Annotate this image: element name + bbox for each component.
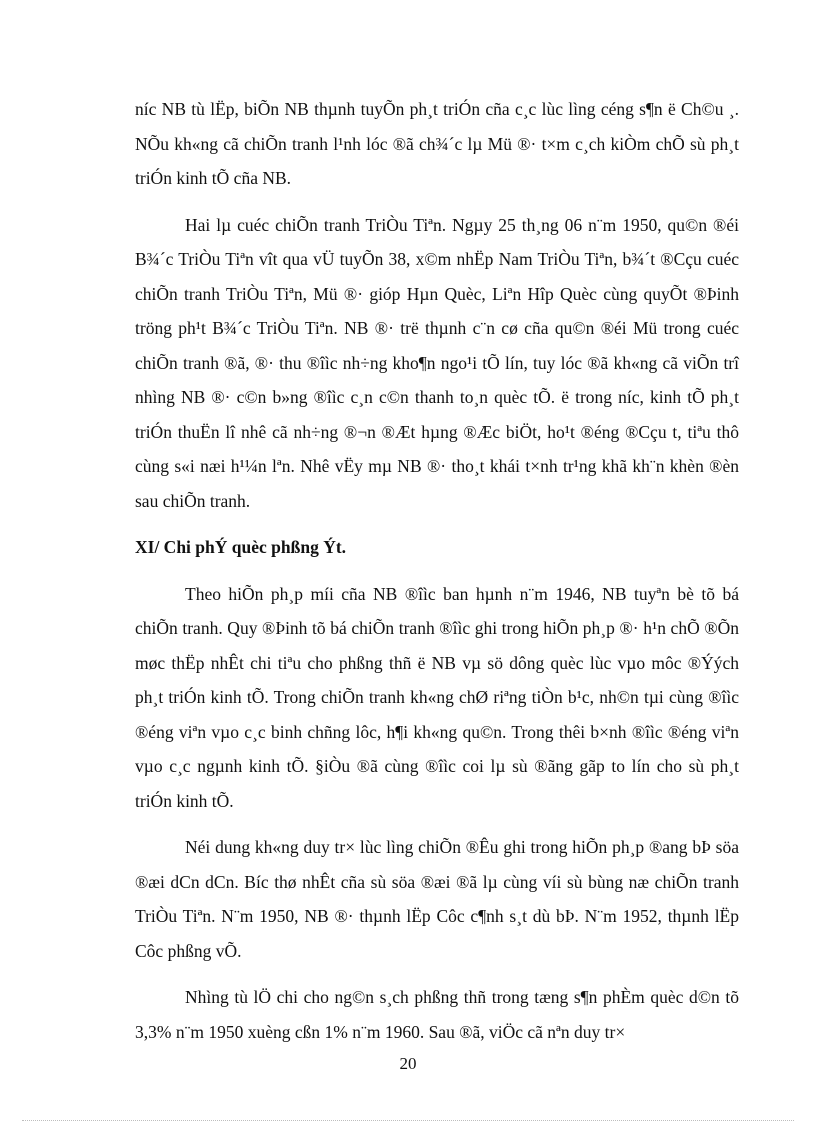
page-bottom-divider xyxy=(22,1120,794,1121)
page-number: 20 xyxy=(399,1054,417,1073)
section-heading: XI/ Chi phÝ quèc phßng Ýt. xyxy=(135,537,347,557)
paragraph-5: Nhìng tù lÖ chi cho ng©n s¸ch phßng thñ trong tæng s¶n phÈm quèc d©n tõ 3,3% n¨m 1950 xuèng cßn 1% n¨m 1960. Sau ®ã, viÖc cã nªn duy tr× xyxy=(135,987,739,1042)
paragraph-4: Néi dung kh«ng duy tr× lùc lìng chiÕn ®Êu ghi trong hiÕn ph¸p ®ang bÞ söa ®æi dCn dCn. Bíc thø nhÊt cña sù söa ®æi ®ã lµ cùng víi sù bùng næ chiÕn tranh TriÒu Tiªn. N¨m 1950, NB ®· thµnh lËp Côc c¶nh s¸t dù bÞ. N¨m 1952, thµnh lËp Côc phßng vÕ. xyxy=(135,837,739,961)
paragraph-3: Theo hiÕn ph¸p míi cña NB ®îìc ban hµnh n¨m 1946, NB tuyªn bè tõ bá chiÕn tranh. Quy ®Þinh tõ bá chiÕn tranh ®îìc ghi trong hiÕn ph¸p ®· h¹n chÕ ®Õn møc thËp nhÊt chi tiªu cho phßng thñ ë NB vµ sö dông quèc lùc vµo môc ®Ýých ph¸t triÓn kinh tÕ. Trong chiÕn tranh kh«ng chØ riªng tiÒn b¹c, nh©n tµi cùng ®îìc ®éng viªn vµo c¸c binh chñng lôc, h¶i kh«ng qu©n. Trong thêi b×nh ®îìc ®éng viªn vµo c¸c ngµnh kinh tÕ. §iÒu ®ã cùng ®îìc coi lµ sù ®ãng gãp to lín cho sù ph¸t triÓn kinh tÕ. xyxy=(135,583,739,811)
paragraph-2: Hai lµ cuéc chiÕn tranh TriÒu Tiªn. Ngµy 25 th¸ng 06 n¨m 1950, qu©n ®éi B¾´c TriÒu Tiªn vît qua vÜ tuyÕn 38, x©m nhËp Nam TriÒu Tiªn, b¾´t ®Cçu cuéc chiÕn tranh TriÒu Tiªn, Mü ®· gióp Hµn Quèc, Liªn Hîp Quèc cùng quyÕt ®Þinh tröng ph¹t B¾´c TriÒu Tiªn. NB ®· trë thµnh c¨n cø cña qu©n ®éi Mü trong cuéc chiÕn tranh ®ã, ®· thu ®îìc nh÷ng kho¶n ngo¹i tÕ lín, tuy lóc ®ã kh«ng cã viÕn trî nhìng NB ®· c©n b»ng ®îìc c¸n c©n thanh to¸n quèc tÕ. ë trong níc, kinh tÕ ph¸t triÓn thuËn lî nhê cã nh÷ng ®¬n ®Æt hµng ®Æc biÖt, ho¹t ®éng ®Cçu t, tiªu thô cùng s«i næi h¹¼n lªn. Nhê vËy mµ NB ®· tho¸t khái t×nh tr¹ng khã kh¨n khèn ®èn sau chiÕn tranh. xyxy=(135,214,739,511)
paragraph-1: níc NB tù lËp, biÕn NB thµnh tuyÕn ph¸t triÓn cña c¸c lùc lìng céng s¶n ë Ch©u ¸. NÕu kh«ng cã chiÕn tranh l¹nh lóc ®ã ch¾´c lµ Mü ®· t×m c¸ch kiÒm chÕ sù ph¸t triÓn kinh tÕ cña NB. xyxy=(135,99,739,188)
page-body xyxy=(135,92,739,1061)
